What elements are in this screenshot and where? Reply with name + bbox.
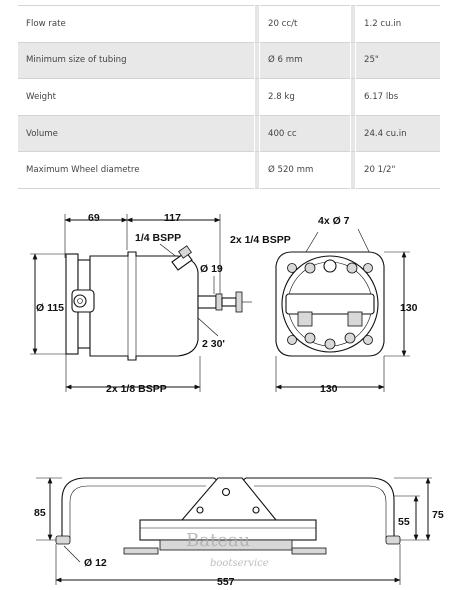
holes-label: 4x Ø 7 (318, 215, 350, 227)
spec-label: Volume (18, 115, 255, 152)
spec-label: Maximum Wheel diametre (18, 152, 255, 189)
dim-85-label: 85 (34, 507, 46, 519)
tube-end-cap (386, 536, 400, 544)
pump-body (90, 252, 198, 360)
mount-hole (288, 264, 297, 273)
spec-label: Weight (18, 79, 255, 116)
shaft-nut (236, 292, 242, 312)
shaft-eye (74, 295, 86, 307)
dim-557-label: 557 (217, 576, 235, 588)
pump-side-view (30, 212, 252, 395)
spec-metric: 2.8 kg (260, 79, 351, 116)
mount-hole (288, 336, 297, 345)
dim-69-label: 69 (88, 212, 100, 224)
dim-width-label: 130 (320, 383, 338, 395)
ports-bspp-label: 2x 1/8 BSPP (106, 383, 167, 395)
watermark-logo-sub: bootservice (210, 558, 269, 569)
spec-imperial: 1.2 cu.in (356, 6, 441, 43)
mount-hole (364, 264, 373, 273)
spec-imperial: 25" (356, 42, 441, 79)
dim-diam115-label: Ø 115 (36, 302, 65, 314)
spec-imperial: 24.4 cu.in (356, 115, 441, 152)
dim-diam19-label: Ø 19 (200, 263, 223, 275)
spec-label: Minimum size of tubing (18, 42, 255, 79)
spec-metric: 400 cc (260, 115, 351, 152)
dim-75-label: 75 (432, 509, 444, 521)
tube-end-cap (56, 536, 70, 544)
spec-metric: 20 cc/t (260, 6, 351, 43)
dim-55-label: 55 (398, 516, 410, 528)
spec-imperial: 6.17 lbs (356, 79, 441, 116)
spec-imperial: 20 1/2" (356, 152, 441, 189)
dim-117-label: 117 (164, 212, 181, 224)
spec-metric: Ø 520 mm (260, 152, 351, 189)
bracket-view (34, 478, 444, 588)
spec-metric: Ø 6 mm (260, 42, 351, 79)
angle-label: 2 30' (202, 338, 225, 350)
front-ports-label: 2x 1/4 BSPP (230, 234, 291, 246)
port-bspp-label: 1/4 BSPP (135, 232, 182, 244)
pump-front-view (230, 215, 418, 395)
mount-hole (364, 336, 373, 345)
shaft-bar (286, 294, 374, 314)
watermark-logo: Bateau (186, 530, 251, 551)
dim-height-label: 130 (400, 302, 418, 314)
spec-label: Flow rate (18, 6, 255, 43)
dim-diam12-label: Ø 12 (84, 557, 107, 569)
